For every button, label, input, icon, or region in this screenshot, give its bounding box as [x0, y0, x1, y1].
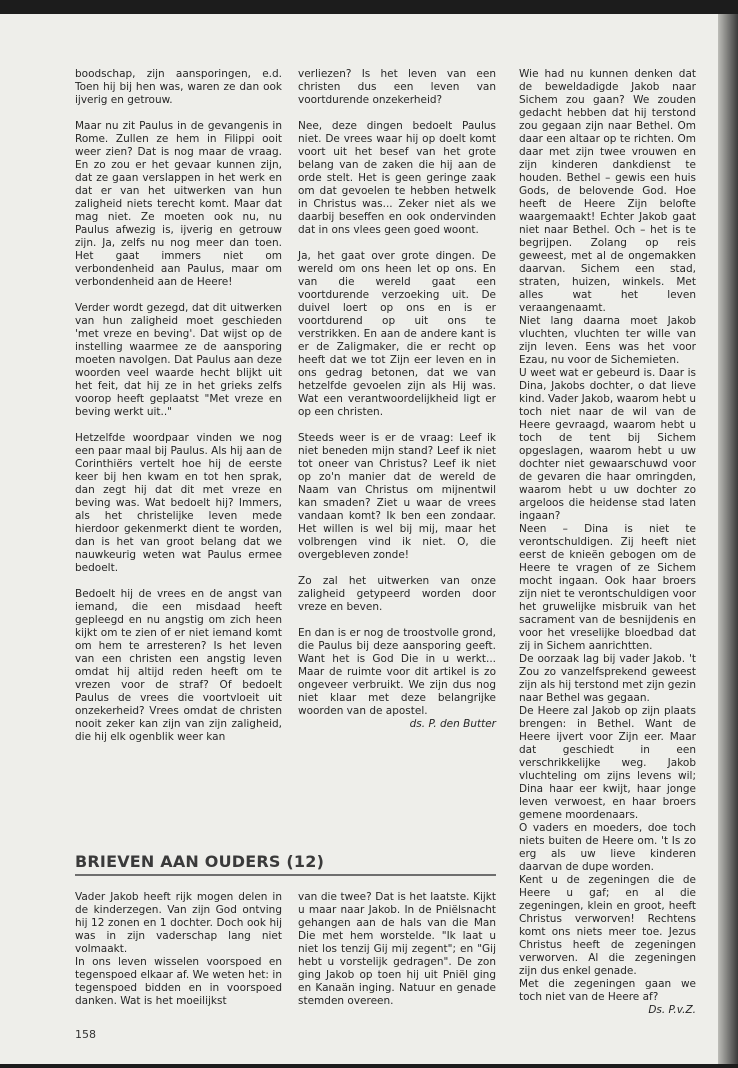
paragraph: Neen – Dina is niet te verontschuldigen. Zij heeft niet eerst de knieën gebogen om de Heere te vragen of ze Sichem mocht ingaan. Ook haar broers zijn niet te verontschuldigen voor het gruwelijke misbruik van het sacrament van de besnijdenis en voor het vreselijke bloedbad dat zij in Sichem aanrichtten. — [519, 523, 696, 652]
article-column-1 — [75, 891, 282, 1008]
paragraph: Verder wordt gezegd, dat dit uitwerken van hun zaligheid moet geschieden 'met vreze en beving'. Dat wijst op de instelling waarmee ze de aansporing moeten navolgen. Dat Paulus aan deze woorden veel waarde hecht blijkt uit het feit, dat hij ze in het grieks zelfs voorop heeft geplaatst "Met vreze en beving werkt uit.." — [75, 302, 282, 418]
heading-divider — [75, 874, 496, 876]
author-signature: Ds. P.v.Z. — [648, 1004, 696, 1016]
paragraph: boodschap, zijn aansporingen, e.d. Toen hij bij hen was, waren ze dan ook ijverig en getrouw. — [75, 68, 282, 106]
magazine-page — [0, 14, 720, 1064]
paragraph: Vader Jakob heeft rijk mogen delen in de kinderzegen. Van zijn God ontving hij 12 zonen en 1 dochter. Doch ook hij was in zijn vaderschap lang niet volmaakt. — [75, 891, 282, 955]
paragraph: De oorzaak lag bij vader Jakob. 't Zou zo vanzelfsprekend geweest zijn als hij terstond met zijn gezin naar Bethel was gegaan. — [519, 653, 696, 704]
page-edge — [718, 14, 738, 1064]
page-number: 158 — [75, 1028, 96, 1041]
column-2 — [298, 68, 496, 744]
paragraph: Zo zal het uitwerken van onze zaligheid getypeerd worden door vreze en beven. — [298, 575, 496, 613]
paragraph: En dan is er nog de troostvolle grond, die Paulus bij deze aansporing geeft. Want het is God Die in u werkt... Maar de ruimte voor dit artikel is zo ongeveer verbruikt. We zijn dus nog niet klaar met deze belangrijke woorden van de apostel. — [298, 627, 496, 717]
paragraph: Ja, het gaat over grote dingen. De wereld om ons heen let op ons. En van die wereld gaat een voortdurende verzoeking uit. De duivel loert op ons en is er voortdurend op uit ons te verstrikken. En aan de andere kant is er de Zaligmaker, die er recht op heeft dat we tot Zijn eer leven en in ons gedrag betonen, dat we van hetzelfde gevoelen zijn als Hij was. Wat een verantwoordelijkheid ligt er op een christen. — [298, 250, 496, 418]
paragraph: Nee, deze dingen bedoelt Paulus niet. De vrees waar hij op doelt komt voort uit het besef van het grote belang van de zaken die hij aan de orde stelt. Het is geen geringe zaak om dat gevoelen te hebben hetwelk in Christus was... Zeker niet als we daarbij beseffen en ook ondervinden dat in ons vlees geen goed woont. — [298, 120, 496, 236]
paragraph: Kent u de zegeningen die de Heere u gaf; en al die zegeningen, klein en groot, heeft Christus verworven! Rechtens komt ons niets meer toe. Jezus Christus heeft de zegeningen verworven. Al die zegeningen zijn dus enkel genade. — [519, 874, 696, 977]
article-column-2 — [298, 891, 496, 1008]
paragraph: De Heere zal Jakob op zijn plaats brengen: in Bethel. Want de Heere ijvert voor Zijn eer. Maar dat geschiedt in een verschrikkelijke weg. Jakob vluchteling om zijns levens wil; Dina haar eer kwijt, haar jonge leven verwoest, en haar broers gemene moordenaars. — [519, 705, 696, 821]
paragraph: Wie had nu kunnen denken dat de beweldadigde Jakob naar Sichem zou gaan? We zouden gedacht hebben dat hij terstond zou gegaan zijn naar Bethel. Om daar een altaar op te richten. Om daar met zijn twee vrouwen en zijn kinderen dankdienst te houden. Bethel – gewis een huis Gods, de belovende God. Hoe heeft de Heere Zijn belofte waargemaakt! Echter Jakob gaat niet naar Bethel. Och – het is te begrijpen. Zolang op reis geweest, met al de ongemakken daarvan. Sichem een stad, straten, huizen, winkels. Met alles wat het leven veraangenaamt. — [519, 68, 696, 314]
paragraph: Hetzelfde woordpaar vinden we nog een paar maal bij Paulus. Als hij aan de Corinthiërs vertelt hoe hij de eerste keer bij hen kwam en tot hen sprak, dan zegt hij dat dit met vreze en beving was. Wat bedoelt hij? Immers, als het christelijke leven mede hierdoor gekenmerkt dient te worden, dan is het van groot belang dat we nauwkeurig weten wat Paulus ermee bedoelt. — [75, 432, 282, 574]
paragraph: Steeds weer is er de vraag: Leef ik niet beneden mijn stand? Leef ik niet tot oneer van Christus? Leef ik niet op zo'n manier dat de wereld de Naam van Christus om mijnentwil kan smaden? Ziet u waar de vrees vandaan komt? Ik ben een zondaar. Het willen is wel bij mij, maar het volbrengen vind ik niet. O, die overgebleven zonde! — [298, 432, 496, 561]
column-3 — [519, 68, 696, 1030]
paragraph: Bedoelt hij de vrees en de angst van iemand, die een misdaad heeft gepleegd en nu angstig om zich heen kijkt om te zien of er niet iemand komt om hem te arresteren? Is het leven van een christen een angstig leven omdat hij altijd reden heeft om te vrezen voor de straf? Of bedoelt Paulus de vrees die voortvloeit uit onzekerheid? Vrees omdat de christen nooit zeker kan zijn van zijn zaligheid, die hij elk ogenblik weer kan — [75, 588, 282, 743]
paragraph: Maar nu zit Paulus in de gevangenis in Rome. Zullen ze hem in Filippi ooit weer zien? Dat is nog maar de vraag. En zo zou er het gevaar kunnen zijn, dat ze gaan verslappen in het werk en dat er van het uitwerken van hun zaligheid niets terecht komt. Maar dat mag niet. Ze moeten ook nu, nu Paulus afwezig is, ijverig en getrouw zijn. Ja, zelfs nu nog meer dan toen. Het gaat immers niet om verbondenheid aan Paulus, maar om verbondenheid aan de Heere! — [75, 120, 282, 288]
paragraph: Met die zegeningen gaan we toch niet van de Heere af? — [519, 978, 696, 1003]
author-signature: ds. P. den Butter — [409, 718, 496, 730]
paragraph: U weet wat er gebeurd is. Daar is Dina, Jakobs dochter, o dat lieve kind. Vader Jakob, waarom hebt u toch niet naar de wil van de Heere gevraagd, waarom hebt u toch de tent bij Sichem opgeslagen, waarom hebt u uw dochter niet gewaarschuwd voor de gevaren die haar omringden, waarom hebt u uw dochter zo argeloos die heidense stad laten ingaan? — [519, 367, 696, 522]
column-1 — [75, 68, 282, 744]
paragraph: O vaders en moeders, doe toch niets buiten de Heere om. 't Is zo erg als uw lieve kinderen daarvan de dupe worden. — [519, 822, 696, 873]
paragraph: Niet lang daarna moet Jakob vluchten, vluchten ter wille van zijn leven. Eens was het voor Ezau, nu voor de Sichemieten. — [519, 315, 696, 366]
paragraph: verliezen? Is het leven van een christen dus een leven van voortdurende onzekerheid? — [298, 68, 496, 106]
paragraph: van die twee? Dat is het laatste. Kijkt u maar naar Jakob. In de Pniëlsnacht gehangen aan de hals van die Man Die met hem worstelde. "Ik laat u niet los tenzij Gij mij zegent"; en "Gij hebt u vorstelijk gedragen". De zon ging Jakob op toen hij uit Pniël ging en Kanaän inging. Natuur en genade stemden overeen. — [298, 891, 496, 1007]
paragraph: In ons leven wisselen voorspoed en tegenspoed elkaar af. We weten het: in tegenspoed bidden en in voorspoed danken. Wat is het moeilijkst — [75, 956, 282, 1007]
article-heading: BRIEVEN AAN OUDERS (12) — [75, 852, 325, 871]
